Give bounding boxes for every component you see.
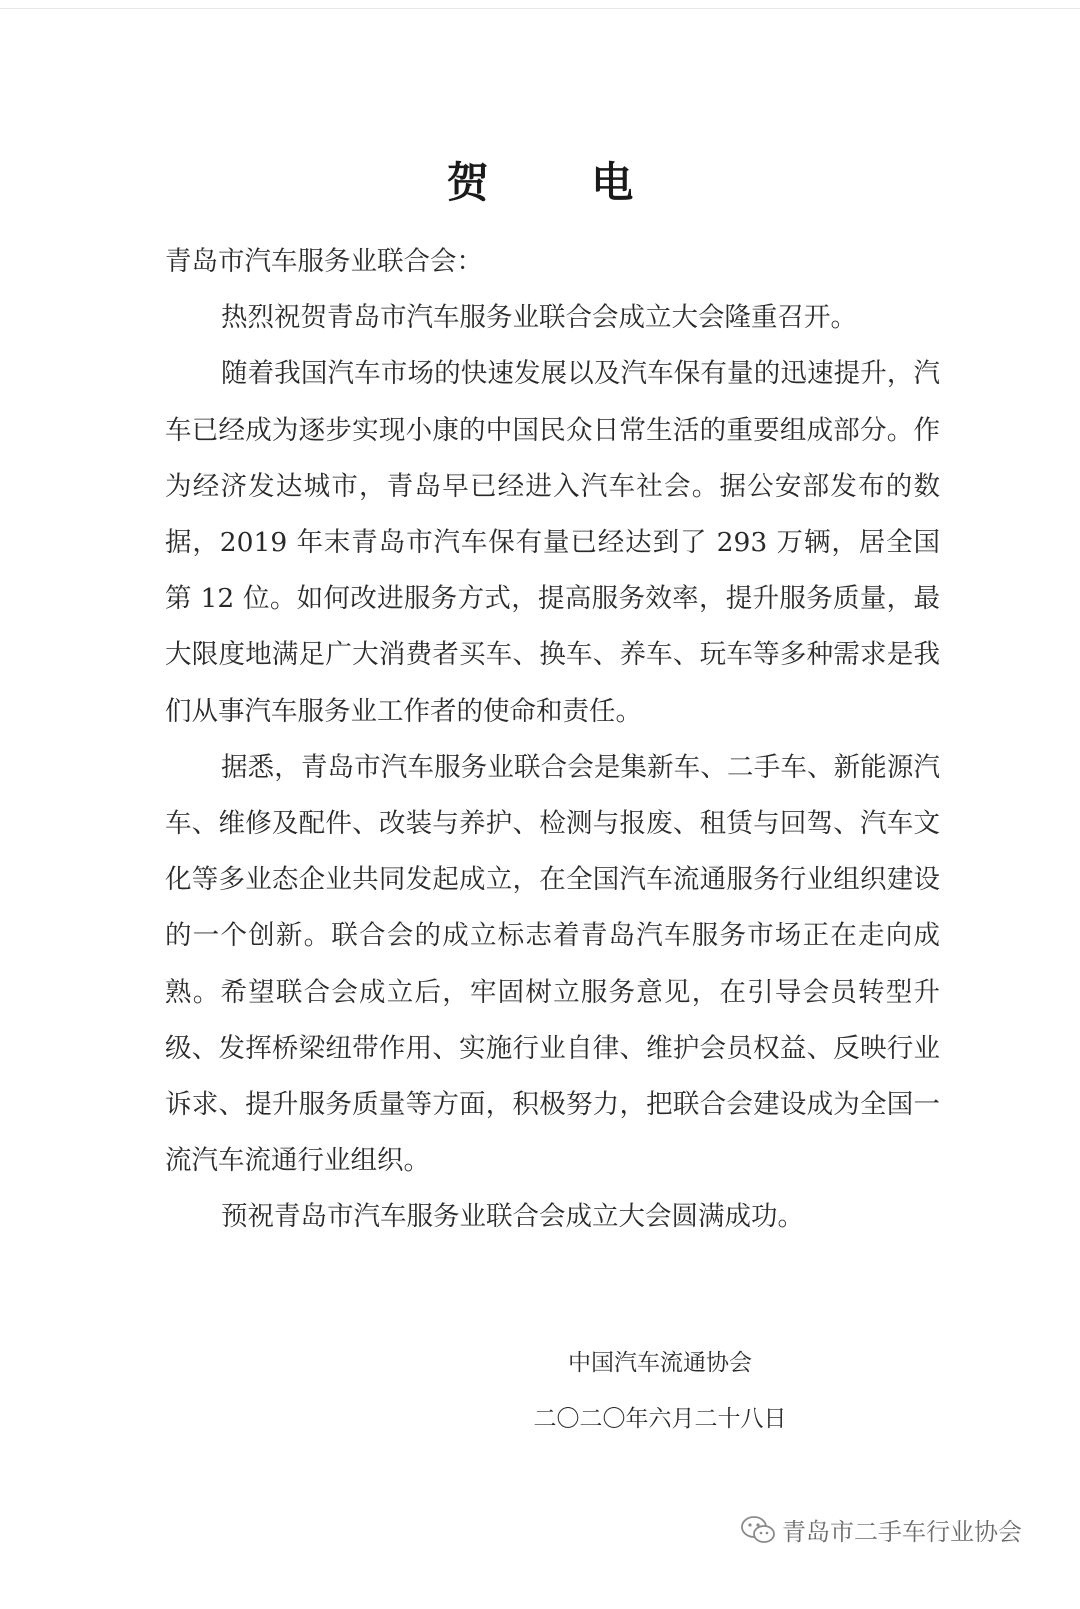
signature-block — [470, 1335, 850, 1447]
signature-organization: 中国汽车流通协会 — [568, 1350, 752, 1376]
wechat-icon — [740, 1515, 776, 1545]
paragraph-market-development: 随着我国汽车市场的快速发展以及汽车保有量的迅速提升，汽车已经成为逐步实现小康的中国民众日常生活的重要组成部分。作为经济发达城市，青岛早已经进入汽车社会。据公安部发布的数据，2019 年末青岛市汽车保有量已经达到了 293 万辆，居全国第 12 位。如何改进服务方式，提高服务效率，提升服务质量，最大限度地满足广大消费者买车、换车、养车、玩车等多种需求是我们从事汽车服务业工作者的使命和责任。 — [165, 358, 940, 727]
paragraph-federation-founding: 据悉，青岛市汽车服务业联合会是集新车、二手车、新能源汽车、维修及配件、改装与养护、检测与报废、租赁与回驾、汽车文化等多业态企业共同发起成立，在全国汽车流通服务行业组织建设的一个创新。联合会的成立标志着青岛汽车服务市场正在走向成熟。希望联合会成立后，牢固树立服务意见，在引导会员转型升级、发挥桥梁纽带作用、实施行业自律、维护会员权益、反映行业诉求、提升服务质量等方面，积极努力，把联合会建设成为全国一流汽车流通行业组织。 — [165, 751, 940, 1177]
top-divider — [0, 0, 1080, 9]
watermark-text: 青岛市二手车行业协会 — [782, 1518, 1022, 1546]
letter-body — [165, 234, 940, 1246]
account-watermark — [740, 1512, 1022, 1547]
paragraph-closing-wish: 预祝青岛市汽车服务业联合会成立大会圆满成功。 — [221, 1201, 804, 1233]
salutation: 青岛市汽车服务业联合会： — [165, 246, 483, 277]
paragraph-congratulation: 热烈祝贺青岛市汽车服务业联合会成立大会隆重召开。 — [221, 302, 857, 334]
signature-date: 二〇二〇年六月二十八日 — [533, 1406, 787, 1432]
document-title: 贺 电 — [446, 158, 678, 207]
